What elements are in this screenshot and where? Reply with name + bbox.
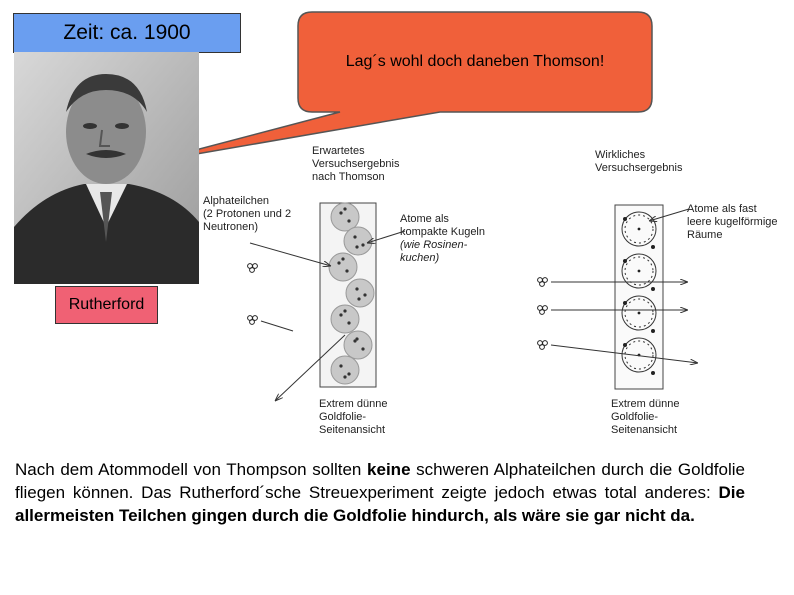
foil-label-right: Extrem dünne Goldfolie- Seitenansicht: [611, 398, 680, 436]
alpha-particle-label: Alphateilchen (2 Protonen und 2 Neutronen): [203, 195, 292, 233]
page-title: Zeit: ca. 1900: [13, 13, 241, 53]
expected-result-label: Erwartetes Versuchsergebnis nach Thomson: [312, 145, 400, 183]
rutherford-portrait: [14, 52, 199, 284]
scattering-diagram: [195, 135, 785, 445]
arrow-alpha-label: [250, 243, 331, 266]
paragraph-emphasis-result: Die allermeisten Teilchen gingen durch die Goldfolie hindurch, als wäre sie gar nicht da.: [15, 483, 745, 525]
arrow-deflected: [261, 321, 293, 331]
alpha-particles-left: [248, 264, 258, 325]
paragraph-emphasis-keine: keine: [367, 460, 411, 479]
diagram-graphics: [195, 135, 785, 445]
photo-caption: Rutherford: [55, 286, 158, 324]
compact-atoms-label: Atome als kompakte Kugeln (wie Rosinen- kuchen): [400, 213, 485, 264]
explanation-paragraph: [15, 458, 745, 527]
foil-label-left: Extrem dünne Goldfolie- Seitenansicht: [319, 398, 388, 436]
empty-atoms-label: Atome als fast leere kugelförmige Räume: [687, 203, 778, 241]
speech-bubble-text: Lag´s wohl doch daneben Thomson!: [345, 53, 605, 70]
alpha-particles-right: [538, 278, 548, 350]
paragraph-text-2: schweren Alphateilchen durch die Goldfolie fliegen können. Das Rutherford´sche Streuexperiment zeigte jedoch etwas total anderes:: [15, 460, 745, 502]
paragraph-text-1: Nach dem Atommodell von Thompson sollten: [15, 460, 368, 479]
actual-result-label: Wirkliches Versuchsergebnis: [595, 149, 683, 174]
